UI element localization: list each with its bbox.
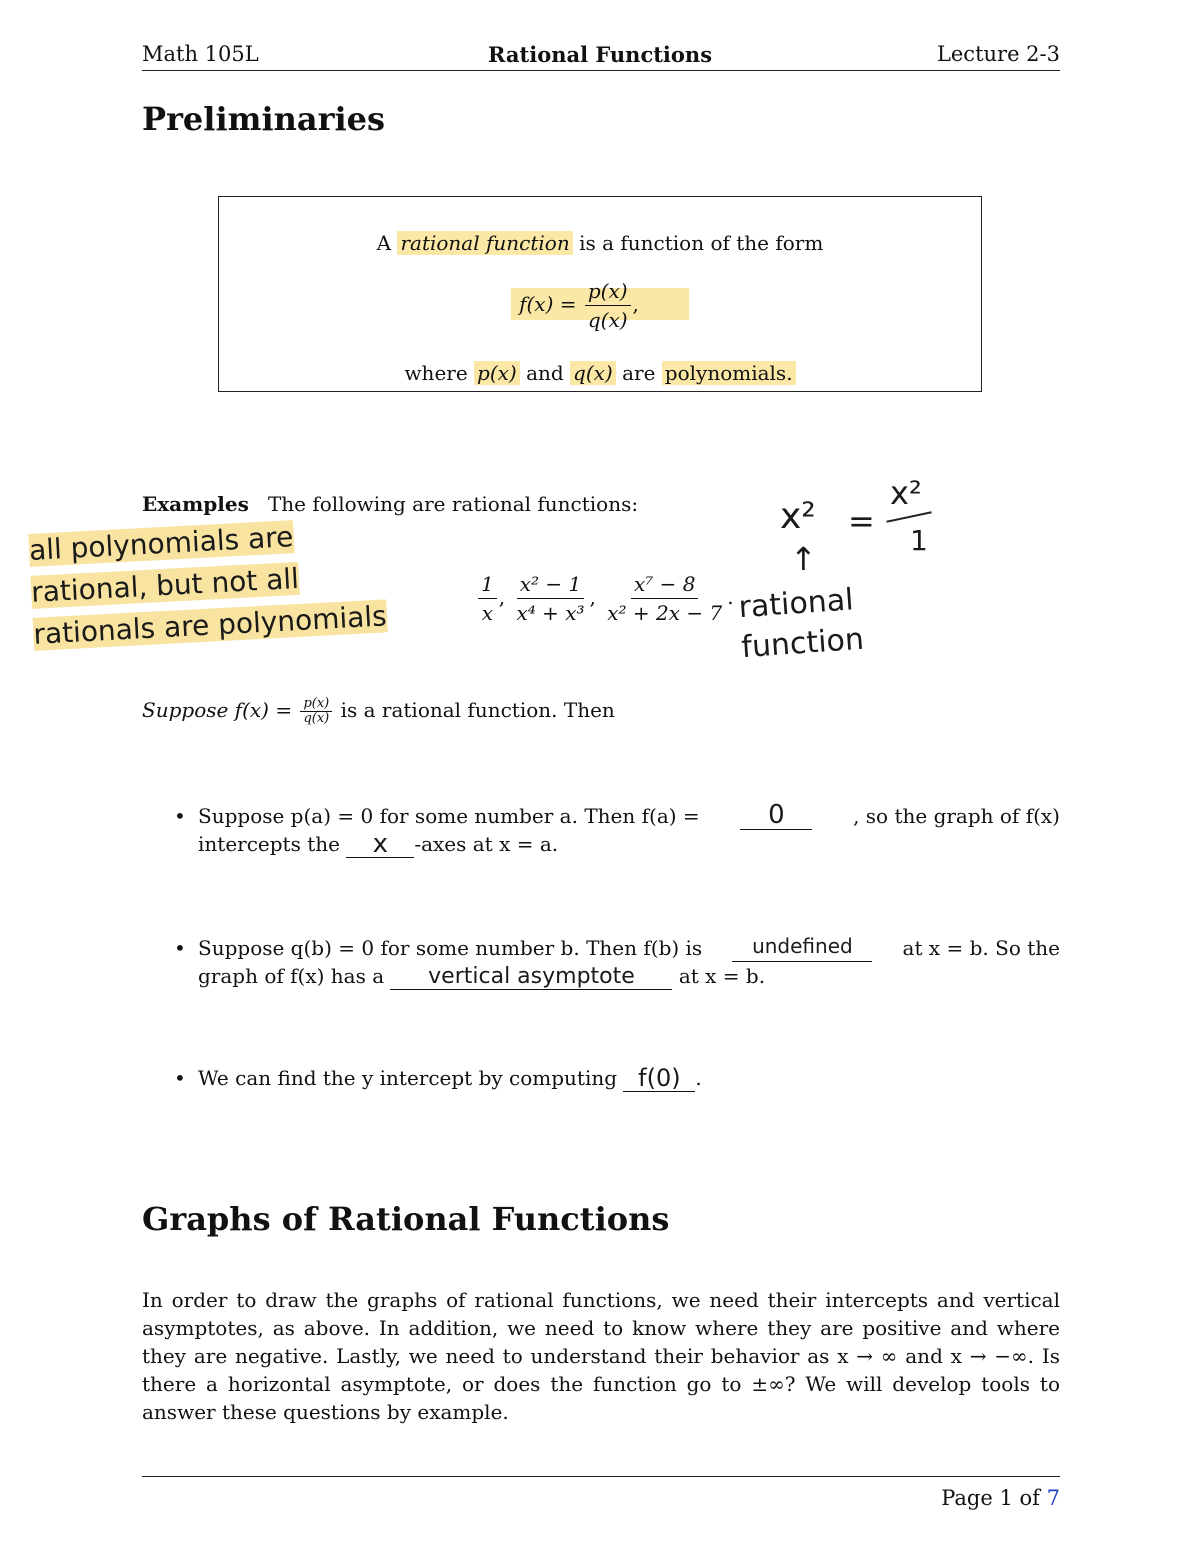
definition-where: where <box>404 361 468 385</box>
fill-in-blank: vertical asymptote <box>390 965 672 990</box>
definition-box <box>218 196 982 392</box>
example-fraction: $\frac{\text{x⁷ − 8}}{\text{x² + 2x − 7}}$ <box>607 572 723 625</box>
formula-comma: , <box>632 292 639 316</box>
formula-lhs: f(x) = <box>519 292 577 316</box>
bullet-dot-icon: • <box>174 1066 186 1090</box>
fill-in-blank: x <box>346 831 414 858</box>
handnote-eq-num: x² <box>890 474 922 512</box>
header-title: Rational Functions <box>487 42 713 67</box>
suppose-line <box>142 696 615 726</box>
formula-fraction <box>585 277 631 334</box>
page-number <box>941 1486 1060 1510</box>
formula-denominator: q(x) <box>587 308 628 332</box>
bullet-item: • Suppose p(a) = 0 for some number a. Then f(a) = 0 , so the graph of f(x) intercepts the x -axes at x = a. <box>174 800 1060 859</box>
definition-line1 <box>219 229 981 257</box>
definition-term: rational function <box>397 231 572 255</box>
examples-text: The following are rational functions: <box>267 492 639 516</box>
header-lecture: Lecture 2-3 <box>936 42 1060 66</box>
bullet-dot-icon: • <box>174 804 186 828</box>
handnote-line: all polynomials are <box>28 520 295 567</box>
page-label: Page 1 of <box>941 1486 1040 1510</box>
total-pages-link[interactable]: 7 <box>1046 1486 1060 1510</box>
handnote-eq-sign: = <box>848 502 875 540</box>
handnote-fraction-bar <box>886 511 931 523</box>
examples-fractions: $\frac{1}{x}$ , $\frac{\text{x² − 1}}{\text{x⁴ + x³}}$ , $\frac{\text{x⁷ − 8}}{\text{x² + 2x − 7}}$ . <box>476 570 734 627</box>
handnote-eq-left: x² <box>780 496 816 537</box>
definition-polynomials: polynomials. <box>662 361 796 385</box>
fill-in-blank: f(0) <box>623 1065 695 1092</box>
handwritten-note-polynomials <box>28 508 454 656</box>
suppose-suffix: is a rational function. Then <box>340 698 615 722</box>
bullet-item: • Suppose q(b) = 0 for some number b. Then f(b) is undefined at x = b. So the graph of f(x) has a vertical asymptote at x = b. <box>174 934 1060 989</box>
definition-prefix: A <box>376 231 392 255</box>
examples-label: Examples <box>142 492 249 516</box>
suppose-fraction: $\frac{p(x)}{q(x)}$ <box>300 697 332 726</box>
header-rule <box>142 70 1060 71</box>
handnote-line: rational, but not all <box>30 561 300 609</box>
handnote-rational-function: rational function <box>737 582 865 666</box>
definition-and: and <box>526 361 564 385</box>
fill-in-blank: 0 <box>740 802 812 830</box>
header-course: Math 105L <box>142 42 259 66</box>
definition-formula <box>219 277 981 334</box>
formula-numerator: p(x) <box>585 277 631 306</box>
example-fraction: $\frac{1}{x}$ <box>478 570 497 627</box>
arrow-up-icon: ↑ <box>790 540 817 578</box>
footer-rule <box>142 1476 1060 1477</box>
bullet-dot-icon: • <box>174 936 186 960</box>
graphs-paragraph: In order to draw the graphs of rational functions, we need their intercepts and vertical asymptotes, as above. In addition, we need to know where they are positive and where they are negative. Lastly, we need to understand their behavior as x → ∞ and x → −∞. Is there a horizontal asymptote, or does the function go to ±∞? We will develop tools to answer these questions by example. <box>142 1288 1060 1424</box>
suppose-prefix: Suppose f(x) = <box>142 698 293 722</box>
fill-in-blank: undefined <box>732 934 872 962</box>
example-fraction: $\frac{\text{x² − 1}}{\text{x⁴ + x³}}$ <box>516 572 585 625</box>
handnote-eq-den: 1 <box>910 524 928 557</box>
definition-q: q(x) <box>570 361 616 385</box>
definition-p: p(x) <box>474 361 520 385</box>
definition-suffix: is a function of the form <box>579 231 824 255</box>
bullet-item: • We can find the y intercept by computing f(0) . <box>174 1064 702 1092</box>
section-title-preliminaries: Preliminaries <box>142 100 385 138</box>
definition-line3 <box>219 359 981 387</box>
definition-are: are <box>622 361 656 385</box>
handnote-line: rationals are polynomials <box>32 599 388 651</box>
section-title-graphs: Graphs of Rational Functions <box>142 1200 670 1238</box>
